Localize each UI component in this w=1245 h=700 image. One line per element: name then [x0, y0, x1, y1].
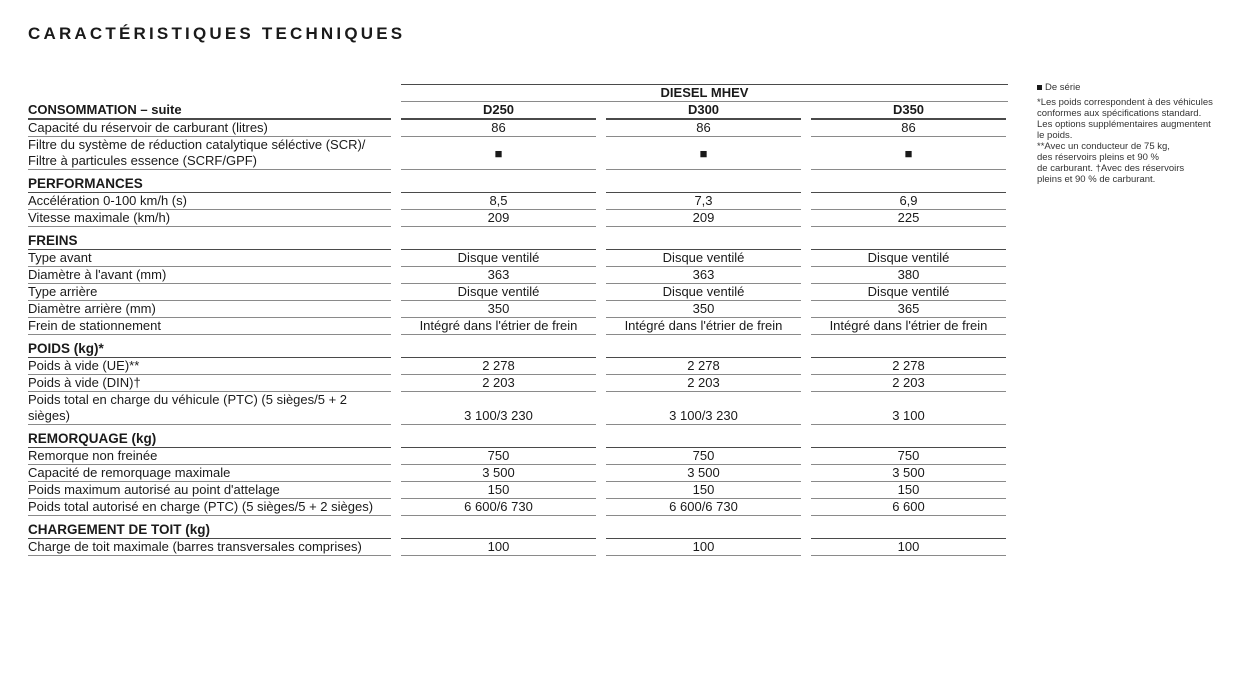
section-header [28, 227, 1008, 250]
legend [1037, 82, 1227, 93]
row-value: 150 [401, 482, 596, 499]
row-value: 86 [811, 120, 1006, 137]
section-header [28, 516, 1008, 539]
row-value: 3 500 [606, 465, 801, 482]
row-label: Type arrière [28, 284, 391, 301]
table-row [28, 210, 1008, 227]
row-value: Disque ventilé [811, 250, 1006, 267]
row-value: 3 500 [401, 465, 596, 482]
row-value: Disque ventilé [606, 284, 801, 301]
row-value: Disque ventilé [606, 250, 801, 267]
row-label: Poids total en charge du véhicule (PTC) (5 sièges/5 + 2 sièges) [28, 392, 391, 425]
footnote-line: conformes aux spécifications standard. [1037, 108, 1202, 119]
section-title: PERFORMANCES [28, 170, 391, 193]
row-value: 3 100/3 230 [606, 408, 801, 425]
model-d350: D350 [811, 102, 1006, 120]
table-row [28, 392, 1008, 425]
footnote-line: **Avec un conducteur de 75 kg, [1037, 141, 1170, 152]
row-value: 750 [606, 448, 801, 465]
row-value: 3 500 [811, 465, 1006, 482]
row-value: 150 [811, 482, 1006, 499]
row-value: 2 203 [606, 375, 801, 392]
row-value: 8,5 [401, 193, 596, 210]
row-label: Capacité de remorquage maximale [28, 465, 391, 482]
row-label: Accélération 0-100 km/h (s) [28, 193, 391, 210]
table-row [28, 318, 1008, 335]
row-value: 2 278 [606, 358, 801, 375]
row-label: Poids à vide (UE)** [28, 358, 391, 375]
table-row [28, 465, 1008, 482]
standard-square-icon [1037, 85, 1042, 90]
table-row [28, 284, 1008, 301]
row-label: Diamètre arrière (mm) [28, 301, 391, 318]
row-value: 350 [401, 301, 596, 318]
table-row [28, 448, 1008, 465]
row-value: 380 [811, 267, 1006, 284]
row-value: 209 [401, 210, 596, 227]
section-header [28, 425, 1008, 448]
row-label: Charge de toit maximale (barres transversales comprises) [28, 539, 391, 556]
table-row [28, 358, 1008, 375]
row-label-line: Filtre du système de réduction catalytique séléctive (SCR)/ [28, 137, 366, 152]
row-value: 3 100/3 230 [401, 408, 596, 425]
standard-marker: ■ [811, 138, 1006, 170]
row-label-line: Filtre à particules essence (SCRF/GPF) [28, 153, 258, 168]
footnote-line: *Les poids correspondent à des véhicules [1037, 97, 1213, 108]
standard-marker: ■ [606, 138, 801, 170]
row-value: 350 [606, 301, 801, 318]
model-header-row [28, 102, 1008, 120]
row-label: Poids maximum autorisé au point d'attelage [28, 482, 391, 499]
row-value: 100 [811, 539, 1006, 556]
row-value: 6,9 [811, 193, 1006, 210]
row-value: 100 [606, 539, 801, 556]
standard-marker: ■ [401, 138, 596, 170]
row-value: 6 600 [811, 499, 1006, 516]
model-d250: D250 [401, 102, 596, 120]
legend-label: De série [1045, 82, 1081, 93]
row-value: 365 [811, 301, 1006, 318]
row-value: 86 [401, 120, 596, 137]
row-value: 750 [811, 448, 1006, 465]
table-row [28, 267, 1008, 284]
row-value: 100 [401, 539, 596, 556]
row-label: Poids à vide (DIN)† [28, 375, 391, 392]
table-row [28, 137, 1008, 170]
table-row [28, 539, 1008, 556]
row-value: 2 278 [401, 358, 596, 375]
section-header [28, 335, 1008, 358]
row-value: 6 600/6 730 [401, 499, 596, 516]
row-label: Capacité du réservoir de carburant (litres) [28, 120, 391, 137]
row-value: Intégré dans l'étrier de frein [606, 318, 801, 335]
table-row [28, 301, 1008, 318]
row-value: 2 203 [811, 375, 1006, 392]
table-row [28, 482, 1008, 499]
row-value: 209 [606, 210, 801, 227]
section-title: CONSOMMATION – suite [28, 102, 391, 120]
row-value: 7,3 [606, 193, 801, 210]
row-value: Disque ventilé [401, 250, 596, 267]
row-label: Vitesse maximale (km/h) [28, 210, 391, 227]
footnote-line: des réservoirs pleins et 90 % [1037, 152, 1159, 163]
section-header [28, 170, 1008, 193]
row-value: Intégré dans l'étrier de frein [811, 318, 1006, 335]
table-row [28, 193, 1008, 210]
table-row [28, 499, 1008, 516]
row-label: Diamètre à l'avant (mm) [28, 267, 391, 284]
row-value: 6 600/6 730 [606, 499, 801, 516]
footnotes [1037, 82, 1227, 185]
row-label: Type avant [28, 250, 391, 267]
row-label: Poids total autorisé en charge (PTC) (5 sièges/5 + 2 sièges) [28, 499, 391, 516]
section-title: REMORQUAGE (kg) [28, 425, 391, 448]
row-value: 3 100 [811, 408, 1006, 425]
footnote-line: pleins et 90 % de carburant. [1037, 174, 1156, 185]
row-label [28, 137, 391, 170]
section-title: CHARGEMENT DE TOIT (kg) [28, 516, 391, 539]
row-value: 225 [811, 210, 1006, 227]
row-value: 363 [606, 267, 801, 284]
footnote-line: de carburant. †Avec des réservoirs [1037, 163, 1185, 174]
row-label: Remorque non freinée [28, 448, 391, 465]
model-d300: D300 [606, 102, 801, 120]
row-value: 86 [606, 120, 801, 137]
spec-table [28, 84, 1008, 556]
footnote-line: Les options supplémentaires augmentent [1037, 119, 1211, 130]
table-row [28, 250, 1008, 267]
page-title: CARACTÉRISTIQUES TECHNIQUES [28, 24, 406, 43]
row-value: 750 [401, 448, 596, 465]
row-value: 2 203 [401, 375, 596, 392]
row-label: Frein de stationnement [28, 318, 391, 335]
row-value: Disque ventilé [811, 284, 1006, 301]
row-value: 150 [606, 482, 801, 499]
engine-group-header: DIESEL MHEV [401, 84, 1008, 102]
row-value: 2 278 [811, 358, 1006, 375]
row-value: 363 [401, 267, 596, 284]
section-title: FREINS [28, 227, 391, 250]
table-row [28, 375, 1008, 392]
table-row [28, 120, 1008, 137]
section-title: POIDS (kg)* [28, 335, 391, 358]
row-value: Intégré dans l'étrier de frein [401, 318, 596, 335]
footnote-line: le poids. [1037, 130, 1073, 141]
row-value: Disque ventilé [401, 284, 596, 301]
